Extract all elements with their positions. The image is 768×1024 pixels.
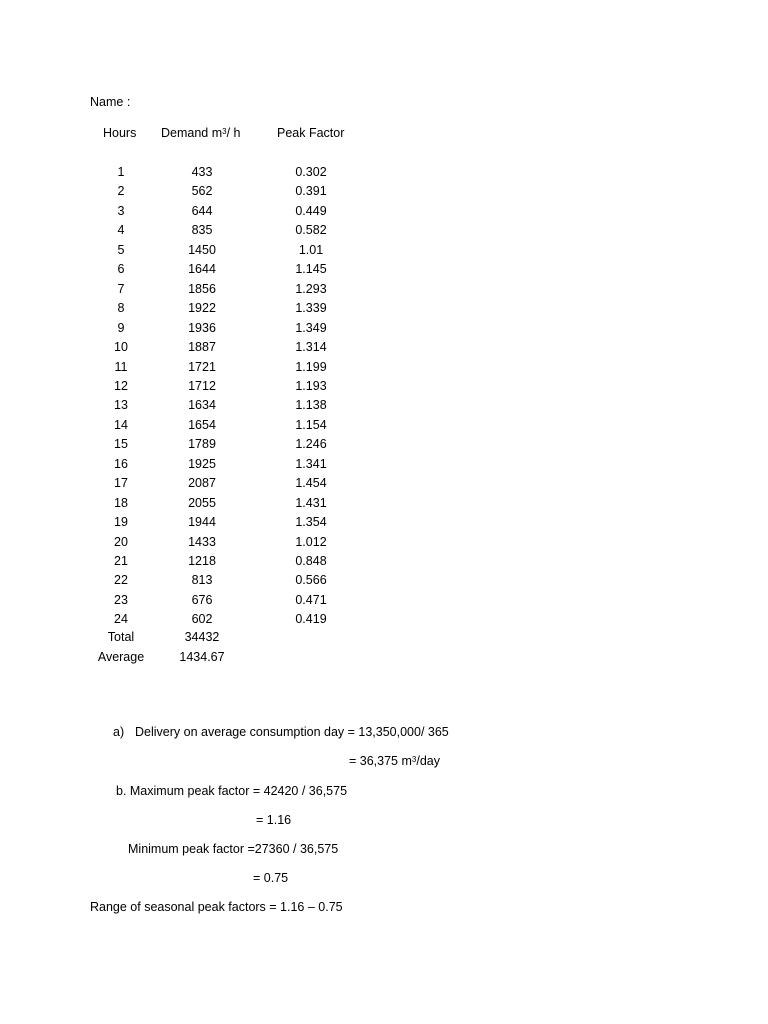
row-hour: 19 <box>114 515 128 529</box>
row-demand: 1450 <box>188 243 216 257</box>
item-a-line2-superscript: 3 <box>411 755 417 764</box>
header-demand-text: Demand m <box>161 126 223 140</box>
row-hour: 10 <box>114 340 128 354</box>
row-demand: 1433 <box>188 535 216 549</box>
row-hour: 16 <box>114 457 128 471</box>
header-peak-factor: Peak Factor <box>277 126 345 140</box>
row-peak-factor: 0.391 <box>295 184 327 198</box>
row-demand: 602 <box>191 612 213 626</box>
row-peak-factor: 1.354 <box>295 515 327 529</box>
row-peak-factor: 0.848 <box>295 554 327 568</box>
row-hour: 17 <box>114 476 128 490</box>
row-peak-factor: 1.349 <box>295 321 327 335</box>
row-hour: 7 <box>117 282 125 296</box>
name-label: Name : <box>90 95 131 109</box>
range-line: Range of seasonal peak factors = 1.16 – 0.75 <box>90 900 343 914</box>
row-peak-factor: 1.341 <box>295 457 327 471</box>
row-hour: 24 <box>114 612 128 626</box>
row-peak-factor: 1.012 <box>295 535 327 549</box>
row-peak-factor: 0.582 <box>295 223 327 237</box>
row-peak-factor: 0.471 <box>295 593 327 607</box>
row-demand: 835 <box>191 223 213 237</box>
row-demand: 1218 <box>188 554 216 568</box>
header-hours: Hours <box>103 126 137 140</box>
row-demand: 2087 <box>188 476 216 490</box>
row-hour: 5 <box>117 243 125 257</box>
row-peak-factor: 1.01 <box>298 243 324 257</box>
row-demand: 562 <box>191 184 213 198</box>
row-peak-factor: 0.449 <box>295 204 327 218</box>
row-hour: 18 <box>114 496 128 510</box>
row-demand: 1922 <box>188 301 216 315</box>
row-demand: 1789 <box>188 437 216 451</box>
row-hour: 15 <box>114 437 128 451</box>
header-demand <box>161 125 241 141</box>
header-demand-unit: / h <box>226 126 241 140</box>
row-hour: 20 <box>114 535 128 549</box>
row-hour: 22 <box>114 573 128 587</box>
row-peak-factor: 1.314 <box>295 340 327 354</box>
row-demand: 1644 <box>188 262 216 276</box>
row-demand: 1936 <box>188 321 216 335</box>
row-hour: 2 <box>117 184 125 198</box>
row-hour: 11 <box>114 360 128 374</box>
item-a-line1: Delivery on average consumption day = 13,350,000/ 365 <box>135 725 449 739</box>
row-hour: 9 <box>117 321 125 335</box>
total-value: 34432 <box>184 630 220 644</box>
row-peak-factor: 1.454 <box>295 476 327 490</box>
row-peak-factor: 1.145 <box>295 262 327 276</box>
row-peak-factor: 1.431 <box>295 496 327 510</box>
row-peak-factor: 1.339 <box>295 301 327 315</box>
item-b-line1: b. Maximum peak factor = 42420 / 36,575 <box>116 784 348 798</box>
row-peak-factor: 1.246 <box>295 437 327 451</box>
row-hour: 13 <box>114 398 128 412</box>
row-demand: 1944 <box>188 515 216 529</box>
row-hour: 14 <box>114 418 128 432</box>
row-hour: 8 <box>117 301 125 315</box>
average-label: Average <box>97 650 145 664</box>
row-demand: 1887 <box>188 340 216 354</box>
row-demand: 1712 <box>188 379 216 393</box>
header-demand-superscript: 3 <box>222 127 227 136</box>
row-hour: 1 <box>117 165 125 179</box>
item-b-line3: Minimum peak factor =27360 / 36,575 <box>128 842 339 856</box>
row-peak-factor: 1.154 <box>295 418 327 432</box>
row-demand: 1925 <box>188 457 216 471</box>
row-demand: 2055 <box>188 496 216 510</box>
row-hour: 3 <box>117 204 125 218</box>
item-a-line2-text: = 36,375 m <box>349 754 412 768</box>
item-a-marker: a) <box>113 725 125 739</box>
row-demand: 1654 <box>188 418 216 432</box>
row-peak-factor: 1.199 <box>295 360 327 374</box>
row-peak-factor: 0.302 <box>295 165 327 179</box>
row-hour: 21 <box>114 554 128 568</box>
item-a-line2 <box>349 753 440 769</box>
average-value: 1434.67 <box>179 650 225 664</box>
item-b-line4: = 0.75 <box>253 871 289 885</box>
item-b-line2: = 1.16 <box>256 813 292 827</box>
total-label: Total <box>107 630 135 644</box>
row-hour: 6 <box>117 262 125 276</box>
row-demand: 433 <box>191 165 213 179</box>
row-demand: 644 <box>191 204 213 218</box>
row-peak-factor: 0.566 <box>295 573 327 587</box>
row-hour: 12 <box>114 379 128 393</box>
row-demand: 1856 <box>188 282 216 296</box>
row-peak-factor: 0.419 <box>295 612 327 626</box>
row-peak-factor: 1.293 <box>295 282 327 296</box>
row-peak-factor: 1.138 <box>295 398 327 412</box>
row-hour: 4 <box>117 223 125 237</box>
row-demand: 813 <box>191 573 213 587</box>
row-demand: 1721 <box>188 360 216 374</box>
item-a-line2-unit: /day <box>416 754 440 768</box>
row-demand: 676 <box>191 593 213 607</box>
row-demand: 1634 <box>188 398 216 412</box>
row-peak-factor: 1.193 <box>295 379 327 393</box>
row-hour: 23 <box>114 593 128 607</box>
